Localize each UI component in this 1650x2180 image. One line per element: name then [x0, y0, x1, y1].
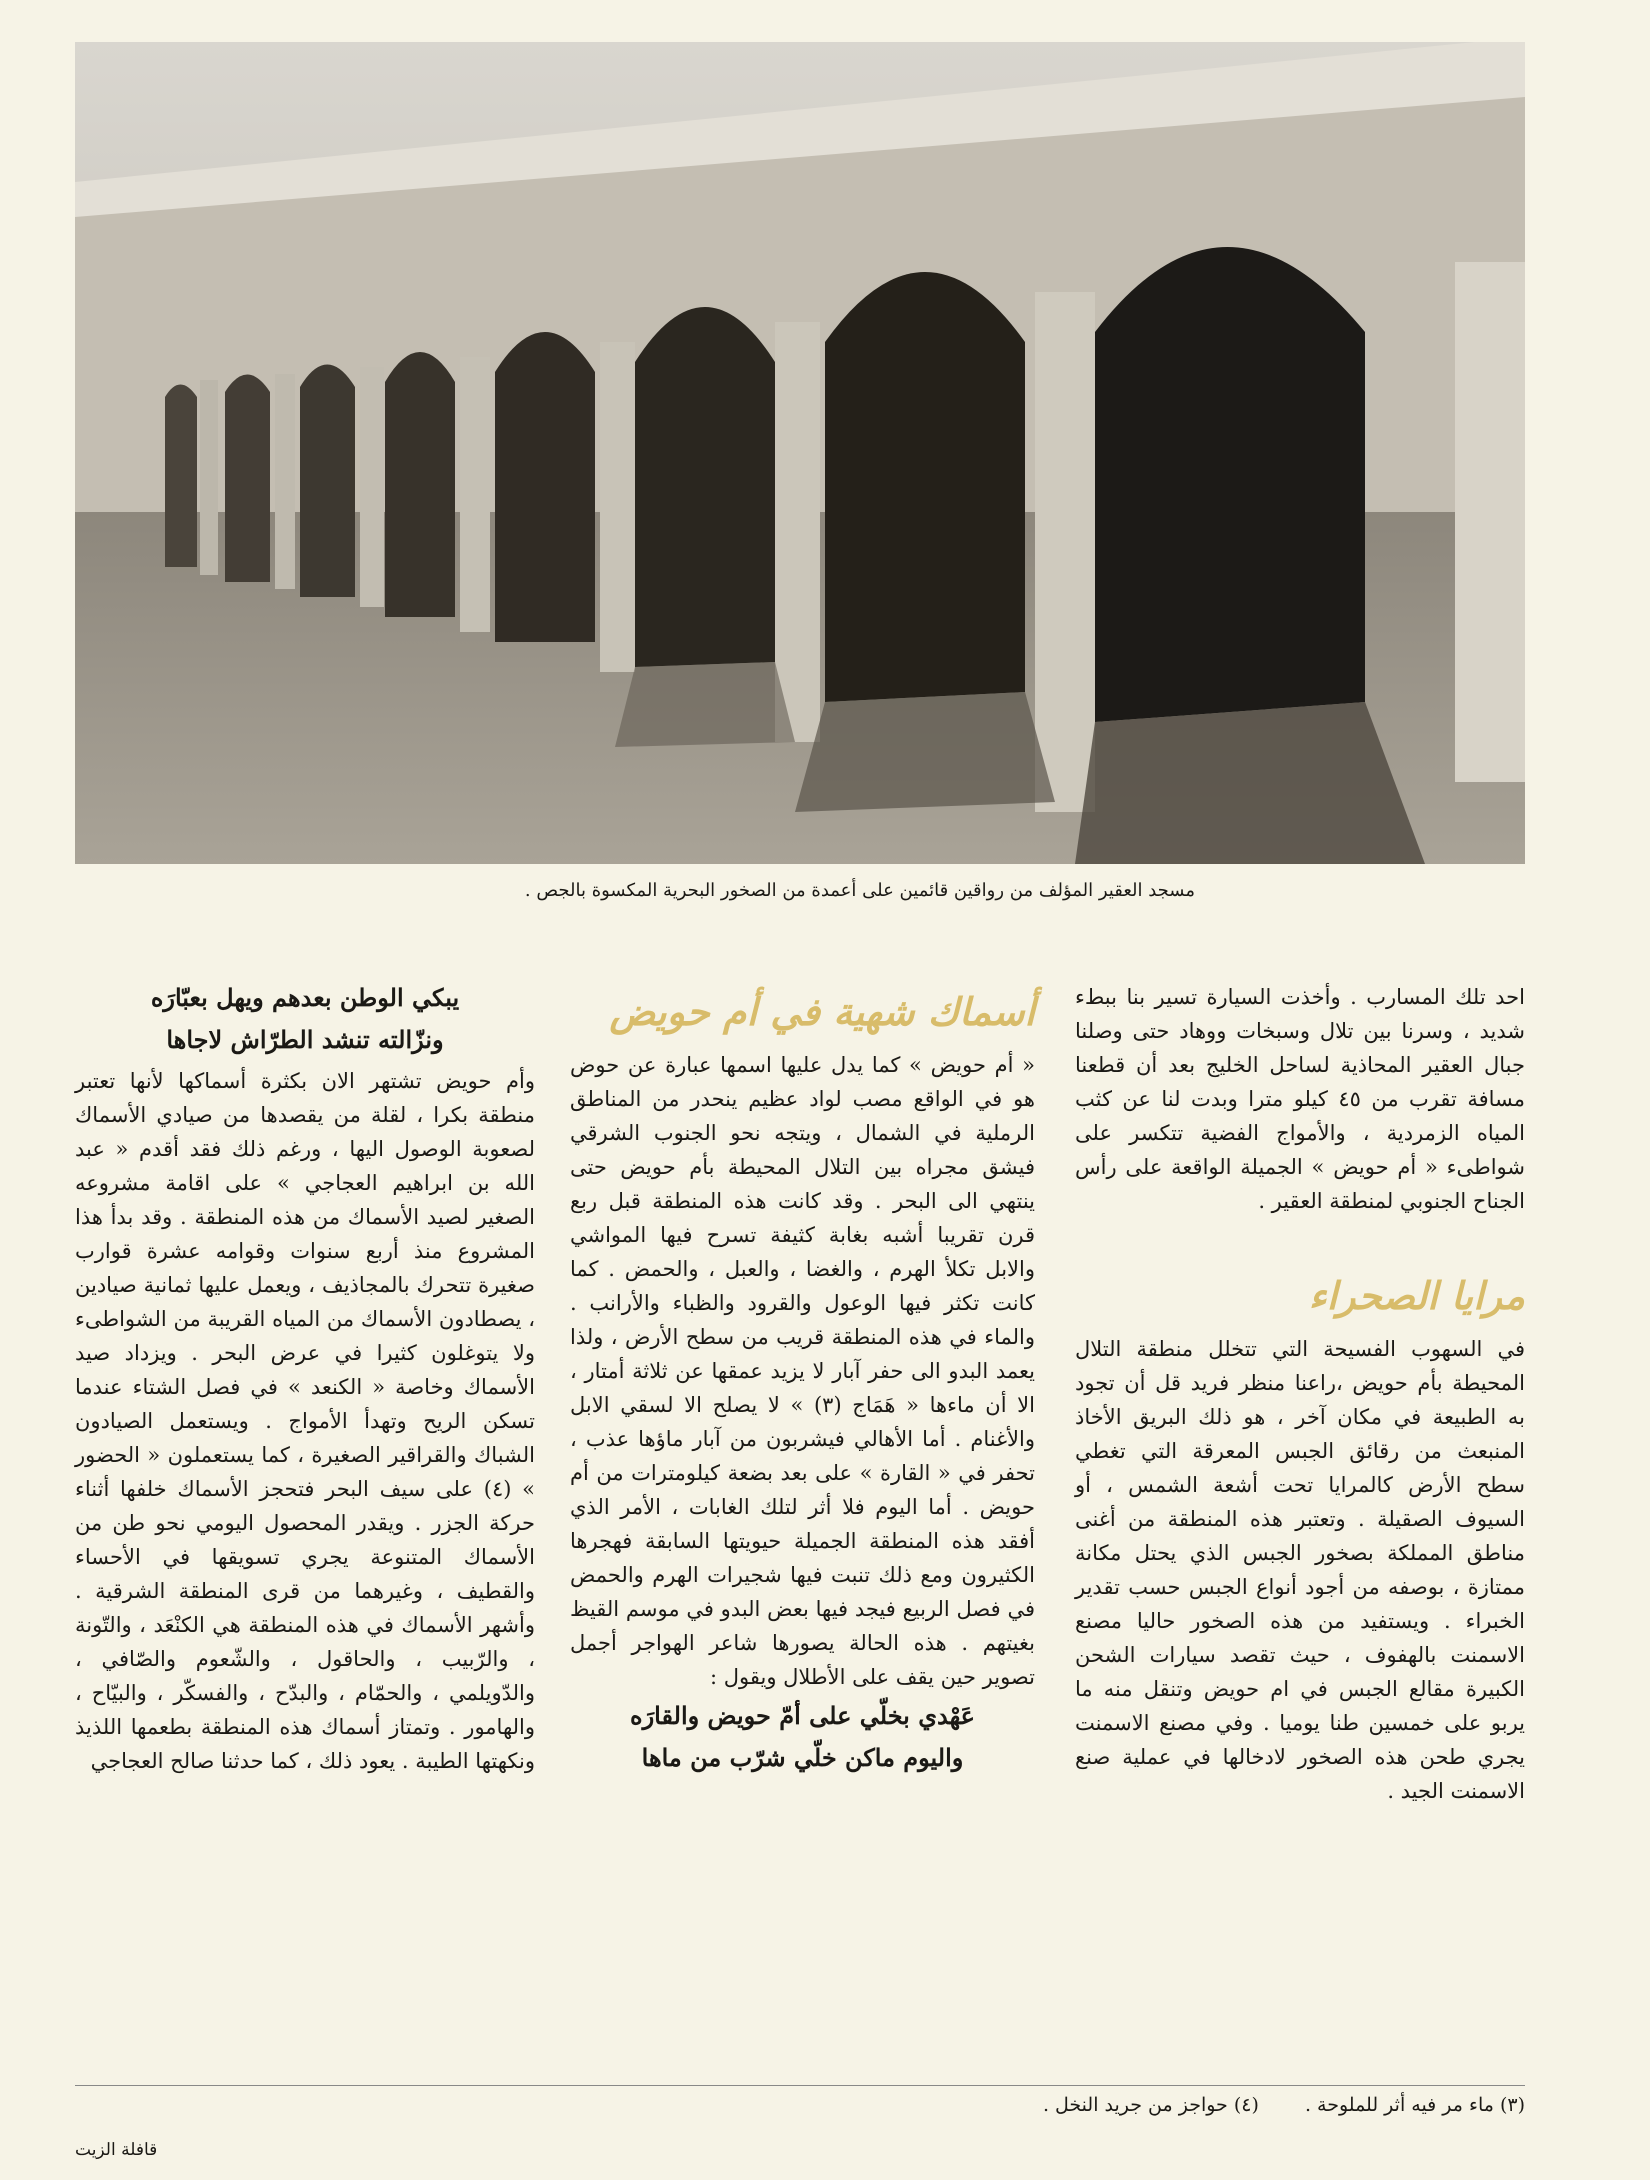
- magazine-name: قافلة الزيت: [75, 2140, 158, 2160]
- footnotes: [75, 2085, 1525, 2116]
- heading-fish: أسماك شهية في أم حويض: [609, 989, 1035, 1034]
- footnote-4: (٤) حواجز من جريد النخل .: [1042, 2094, 1259, 2116]
- paragraph-gypsum: في السهوب الفسيحة التي تتخلل منطقة التلال المحيطة بأم حويض ،راعنا منظر فريد قل أن تجود به الطبيعة في مكان آخر ، هو ذلك البريق الأخاذ المنبعث من رقائق الجبس المعرقة التي تغطي سطح الأرض كالمرايا تحت أشعة الشمس ، أو السيوف الصقيلة . وتعتبر هذه المنطقة من أغنى مناطق المملكة بصخور الجبس الذي يحتل مكانة ممتازة ، بوصفه من أجود أنواع الجبس حسب تقدير الخبراء . ويستفيد من هذه الصخور حاليا مصنع الاسمنت بالهفوف ، حيث تقصد سيارات الشحن الكبيرة مقالع الجبس في ام حويض وتنقل منه ما يربو على خمسين طنا يوميا . وفي مصنع الاسمنت يجري طحن هذه الصخور لادخالها في عملية صنع الاسمنت الجيد .: [1075, 1337, 1525, 1803]
- poem-line-3: يبكي الوطن بعدهم ويهل بعبّارَه: [150, 983, 460, 1012]
- poem-line-2: واليوم ماكن خلّي شرّب من ماها: [641, 1743, 964, 1772]
- paragraph-intro: احد تلك المسارب . وأخذت السيارة تسير بنا ببطء شديد ، وسرنا بين تلال وسبخات ووهاد حتى وصلنا جبال العقير المحاذية لساحل الخليج بعد أن قطعنا مسافة تقرب من ٤٥ كيلو مترا وبدت لنا عن كثب المياه الزمردية ، والأمواج الفضية تتكسر على شواطىء « أم حويض » الجميلة الواقعة على رأس الجناح الجنوبي لمنطقة العقير .: [1075, 985, 1526, 1213]
- footnote-3: (٣) ماء مر فيه أثر للملوحة .: [1304, 2094, 1525, 2116]
- mosque-arcade-image: [75, 42, 1525, 864]
- column-left: [75, 980, 535, 1782]
- paragraph-um-huwaid: « أم حويض » كما يدل عليها اسمها عبارة عن حوض هو في الواقع مصب لواد عظيم ينحدر من المناطق الرملية في الشمال ، ويتجه نحو الجنوب الشرقي فيشق مجراه بين التلال المحيطة بأم حويض حتى ينتهي الى البحر . وقد كانت هذه المنطقة قبل ربع قرن تقريبا أشبه بغابة كثيفة تسرح فيها المواشي والابل تكلأ الهرم ، والغضا ، والعبل ، والحمض . كما كانت تكثر فيها الوعول والقرود والظباء والأرانب . والماء في هذه المنطقة قريب من سطح الأرض ، ولذا يعمد البدو الى حفر آبار لا يزيد عمقها عن ثلاثة أمتار ، الا أن ماءها « هَمَاج (٣) » لا يصلح الا لسقي الابل والأغنام . أما الأهالي فيشربون من آبار ماؤها عذب ، تحفر في « القارة » على بعد بضعة كيلومترات من أم حويض . أما اليوم فلا أثر لتلك الغابات ، الأمر الذي أفقد هذه المنطقة الجميلة حيويتها السابقة فهجرها الكثيرون ومع ذلك تنبت فيها شجيرات الهرم والحمض في فصل الربيع فيجد فيها بعض البدو في موسم القيظ بغيتهم . هذه الحالة يصورها شاعر الهواجر أجمل تصوير حين يقف على الأطلال ويقول :: [570, 1053, 1035, 1689]
- poem-line-1: عَهْدي بخلّي على أمّ حويض والقارَه: [630, 1701, 975, 1730]
- column-right: [1075, 980, 1525, 1812]
- paragraph-fishing: وأم حويض تشتهر الان بكثرة أسماكها لأنها تعتبر منطقة بكرا ، لقلة من يقصدها من صيادي الأسماك لصعوبة الوصول اليها ، ورغم ذلك فقد أقدم « عبد الله بن ابراهيم العجاجي » على اقامة مشروعه الصغير لصيد الأسماك من هذه المنطقة . وقد بدأ هذا المشروع منذ أربع سنوات وقوامه عشرة قوارب صغيرة تتحرك بالمجاذيف ، ويعمل عليها ثمانية صيادين ، يصطادون الأسماك من المياه القريبة من الشواطىء ولا يتوغلون كثيرا في عرض البحر . ويزداد صيد الأسماك وخاصة « الكنعد » في فصل الشتاء عندما تسكن الريح وتهدأ الأمواج . ويستعمل الصيادون الشباك والقراقير الصغيرة ، كما يستعملون « الحضور » (٤) على سيف البحر فتحجز الأسماك خلفها أثناء حركة الجزر . ويقدر المحصول اليومي نحو طن من الأسماك المتنوعة يجري تسويقها في الأحساء والقطيف ، وغيرهما من قرى المنطقة الشرقية . وأشهر الأسماك في هذه المنطقة هي الكنْعَد ، والتّونة ، والرّبيب ، والحاقول ، والشّعوم والصّافي ، والدّويلمي ، والحمّام ، والبدّح ، والفسكّر ، والبيّاح ، والهامور . وتمتاز أسماك هذه المنطقة بطعمها اللذيذ ونكهتها الطيبة . يعود ذلك ، كما حدثنا صالح العجاجي: [75, 1069, 535, 1773]
- mosque-photo: [75, 42, 1525, 864]
- heading-desert-mirrors: مرايا الصحراء: [1308, 1273, 1525, 1318]
- poem-line-4: ونزّالته تنشد الطرّاش لاجاها: [166, 1025, 444, 1054]
- column-middle: [570, 980, 1035, 1782]
- photo-caption: مسجد العقير المؤلف من رواقين قائمين على أعمدة من الصخور البحرية المكسوة بالجص .: [524, 880, 1195, 901]
